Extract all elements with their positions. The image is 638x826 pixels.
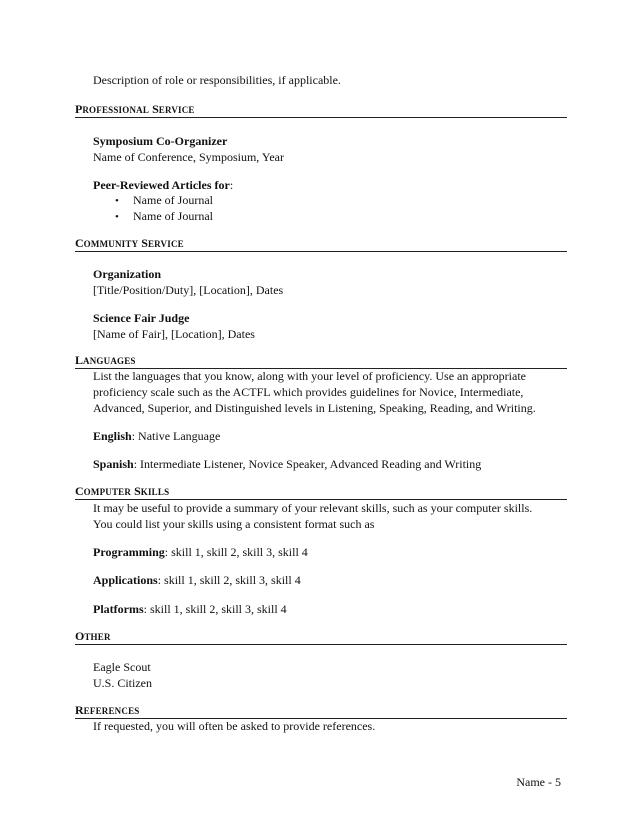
page-number: Name - 5 xyxy=(516,775,561,789)
section-heading-community-service: COMMUNITY SERVICE xyxy=(75,235,567,252)
list-item: U.S. Citizen xyxy=(93,676,152,690)
language-english: English: Native Language xyxy=(93,429,221,443)
section-heading-computer-skills: COMPUTER SKILLS xyxy=(75,483,567,500)
role-description: Description of role or responsibilities, if applicable. xyxy=(93,73,341,87)
symposium-title: Symposium Co-Organizer xyxy=(93,134,228,148)
section-heading-references: REFERENCES xyxy=(75,702,567,719)
list-item: Eagle Scout xyxy=(93,660,151,674)
peer-reviewed-heading: Peer-Reviewed Articles for: xyxy=(93,178,234,192)
organization-detail: [Title/Position/Duty], [Location], Dates xyxy=(93,283,284,297)
language-spanish: Spanish: Intermediate Listener, Novice Speaker, Advanced Reading and Writing xyxy=(93,457,482,471)
bullet-icon: • xyxy=(115,195,119,207)
skill-programming: Programming: skill 1, skill 2, skill 3, skill 4 xyxy=(93,545,308,559)
section-heading-other: OTHER xyxy=(75,628,567,645)
symposium-detail: Name of Conference, Symposium, Year xyxy=(93,150,284,164)
science-fair-title: Science Fair Judge xyxy=(93,311,190,325)
languages-intro-line: proficiency scale such as the ACTFL which provides guidelines for Novice, Intermediate, xyxy=(93,385,524,399)
section-heading-professional-service: PROFESSIONAL SERVICE xyxy=(75,101,567,118)
skill-platforms: Platforms: skill 1, skill 2, skill 3, skill 4 xyxy=(93,602,287,616)
list-item: • Name of Journal xyxy=(115,193,213,207)
references-text: If requested, you will often be asked to provide references. xyxy=(93,719,376,733)
organization-title: Organization xyxy=(93,267,161,281)
section-heading-languages: LANGUAGES xyxy=(75,352,567,369)
science-fair-detail: [Name of Fair], [Location], Dates xyxy=(93,327,255,341)
list-item: • Name of Journal xyxy=(115,209,213,223)
bullet-icon: • xyxy=(115,211,119,223)
skills-intro-line: It may be useful to provide a summary of your relevant skills, such as your computer skills. xyxy=(93,501,533,515)
skills-intro-line: You could list your skills using a consistent format such as xyxy=(93,517,375,531)
skill-applications: Applications: skill 1, skill 2, skill 3, skill 4 xyxy=(93,573,301,587)
languages-intro-line: List the languages that you know, along with your level of proficiency. Use an appropriate xyxy=(93,369,526,383)
languages-intro-line: Advanced, Superior, and Distinguished levels in Listening, Speaking, Reading, and Writing. xyxy=(93,401,536,415)
